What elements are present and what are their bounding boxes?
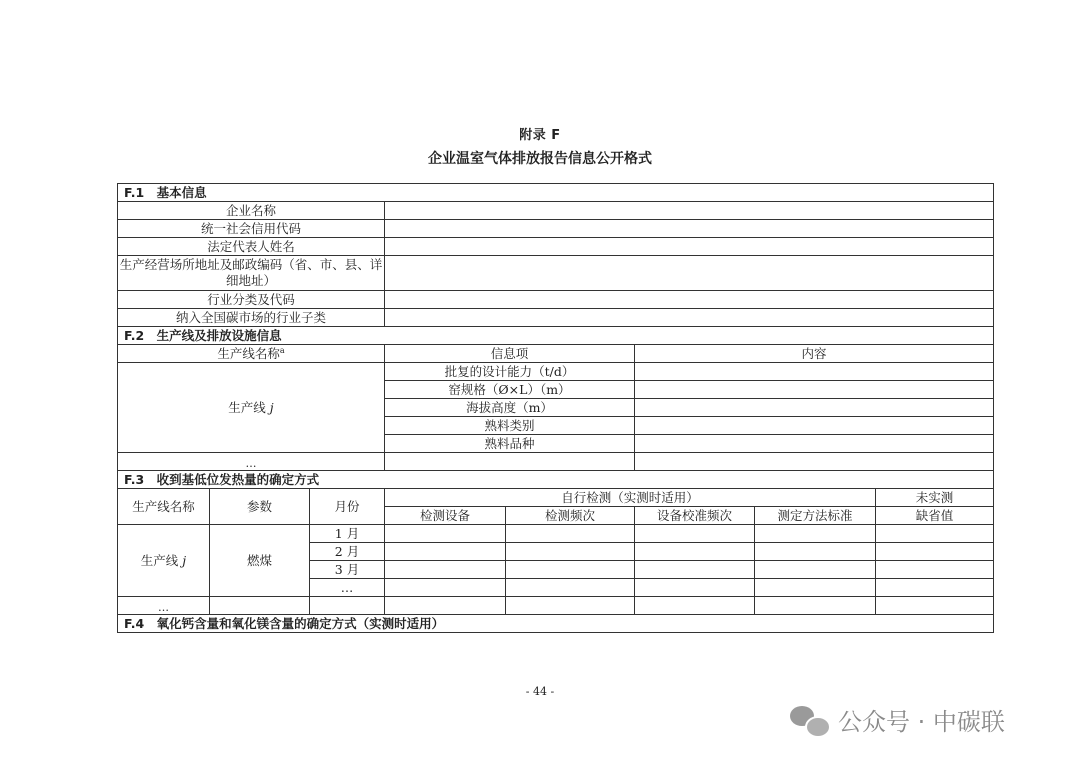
ncv-cell[interactable] (635, 597, 755, 615)
ncv-header-not-tested: 未实测 (876, 489, 994, 507)
facility-value[interactable] (635, 417, 994, 435)
ncv-cell[interactable] (506, 543, 635, 561)
ncv-cell[interactable] (210, 597, 310, 615)
facility-value[interactable] (635, 453, 994, 471)
basic-info-label: 纳入全国碳市场的行业子类 (118, 309, 385, 327)
section-f1-heading: F.1 基本信息 (118, 184, 994, 202)
ncv-month: 2 月 (310, 543, 385, 561)
ncv-subheader: 设备校准频次 (635, 507, 755, 525)
footnote-marker: a (279, 345, 285, 355)
basic-info-value[interactable] (385, 291, 994, 309)
ncv-cell[interactable] (755, 543, 876, 561)
ncv-ellipsis: … (118, 597, 210, 615)
basic-info-value[interactable] (385, 309, 994, 327)
basic-info-label: 统一社会信用代码 (118, 220, 385, 238)
basic-info-value[interactable] (385, 256, 994, 291)
facility-header-content: 内容 (635, 345, 994, 363)
facility-item: 批复的设计能力（t/d） (385, 363, 635, 381)
ncv-line-var: j (182, 553, 187, 568)
ncv-cell[interactable] (876, 597, 994, 615)
facility-item: 海拔高度（m） (385, 399, 635, 417)
ncv-month: 3 月 (310, 561, 385, 579)
facility-value[interactable] (635, 399, 994, 417)
page-number: - 44 - (525, 685, 555, 698)
facility-item: 窑规格（Ø×L）（m） (385, 381, 635, 399)
facility-header-item: 信息项 (385, 345, 635, 363)
ncv-cell[interactable] (635, 561, 755, 579)
basic-info-label: 企业名称 (118, 202, 385, 220)
ncv-subheader: 检测频次 (506, 507, 635, 525)
ncv-cell[interactable] (385, 561, 506, 579)
basic-info-value[interactable] (385, 202, 994, 220)
ncv-subheader-default: 缺省值 (876, 507, 994, 525)
ncv-cell[interactable] (876, 579, 994, 597)
ncv-cell[interactable] (506, 579, 635, 597)
ncv-cell[interactable] (635, 525, 755, 543)
section-f3-heading: F.3 收到基低位发热量的确定方式 (118, 471, 994, 489)
ncv-cell[interactable] (385, 543, 506, 561)
section-f4-heading: F.4 氧化钙含量和氧化镁含量的确定方式（实测时适用） (118, 615, 994, 633)
disclosure-table (117, 183, 994, 633)
watermark-text: 公众号 · 中碳联 (838, 708, 1005, 736)
ncv-header-line: 生产线名称 (118, 489, 210, 525)
ncv-cell[interactable] (876, 525, 994, 543)
facility-line-label: 生产线 (228, 400, 266, 415)
section-f2-heading: F.2 生产线及排放设施信息 (118, 327, 994, 345)
facility-value[interactable] (635, 381, 994, 399)
basic-info-value[interactable] (385, 220, 994, 238)
ncv-cell[interactable] (755, 597, 876, 615)
facility-header-line (118, 345, 385, 363)
ncv-header-param: 参数 (210, 489, 310, 525)
facility-value[interactable] (635, 435, 994, 453)
facility-item-empty[interactable] (385, 453, 635, 471)
ncv-cell[interactable] (755, 579, 876, 597)
basic-info-label: 法定代表人姓名 (118, 238, 385, 256)
facility-value[interactable] (635, 363, 994, 381)
ncv-cell[interactable] (635, 543, 755, 561)
ncv-subheader: 检测设备 (385, 507, 506, 525)
facility-ellipsis: … (118, 453, 385, 471)
ncv-cell[interactable] (635, 579, 755, 597)
ncv-cell[interactable] (506, 525, 635, 543)
ncv-cell[interactable] (385, 597, 506, 615)
appendix-label: 附录 F (519, 128, 561, 143)
ncv-cell[interactable] (755, 525, 876, 543)
ncv-cell[interactable] (310, 597, 385, 615)
facility-item: 熟料类别 (385, 417, 635, 435)
ncv-line-cell (118, 525, 210, 597)
ncv-cell[interactable] (506, 561, 635, 579)
ncv-subheader: 测定方法标准 (755, 507, 876, 525)
basic-info-label: 生产经营场所地址及邮政编码（省、市、县、详细地址） (118, 256, 385, 291)
ncv-line-label: 生产线 (140, 553, 179, 568)
facility-item: 熟料品种 (385, 435, 635, 453)
watermark (790, 702, 1005, 737)
ncv-month: 1 月 (310, 525, 385, 543)
ncv-header-self-test: 自行检测（实测时适用） (385, 489, 876, 507)
document-title: 企业温室气体排放报告信息公开格式 (428, 151, 652, 167)
wechat-icon (790, 704, 830, 736)
ncv-param: 燃煤 (210, 525, 310, 597)
ncv-cell[interactable] (506, 597, 635, 615)
ncv-cell[interactable] (385, 525, 506, 543)
basic-info-label: 行业分类及代码 (118, 291, 385, 309)
ncv-cell[interactable] (876, 543, 994, 561)
ncv-month: … (310, 579, 385, 597)
basic-info-value[interactable] (385, 238, 994, 256)
ncv-cell[interactable] (385, 579, 506, 597)
facility-line-cell (118, 363, 385, 453)
facility-header-line-text: 生产线名称 (217, 346, 280, 361)
ncv-cell[interactable] (876, 561, 994, 579)
ncv-cell[interactable] (755, 561, 876, 579)
facility-line-var: j (269, 400, 274, 415)
ncv-header-month: 月份 (310, 489, 385, 525)
